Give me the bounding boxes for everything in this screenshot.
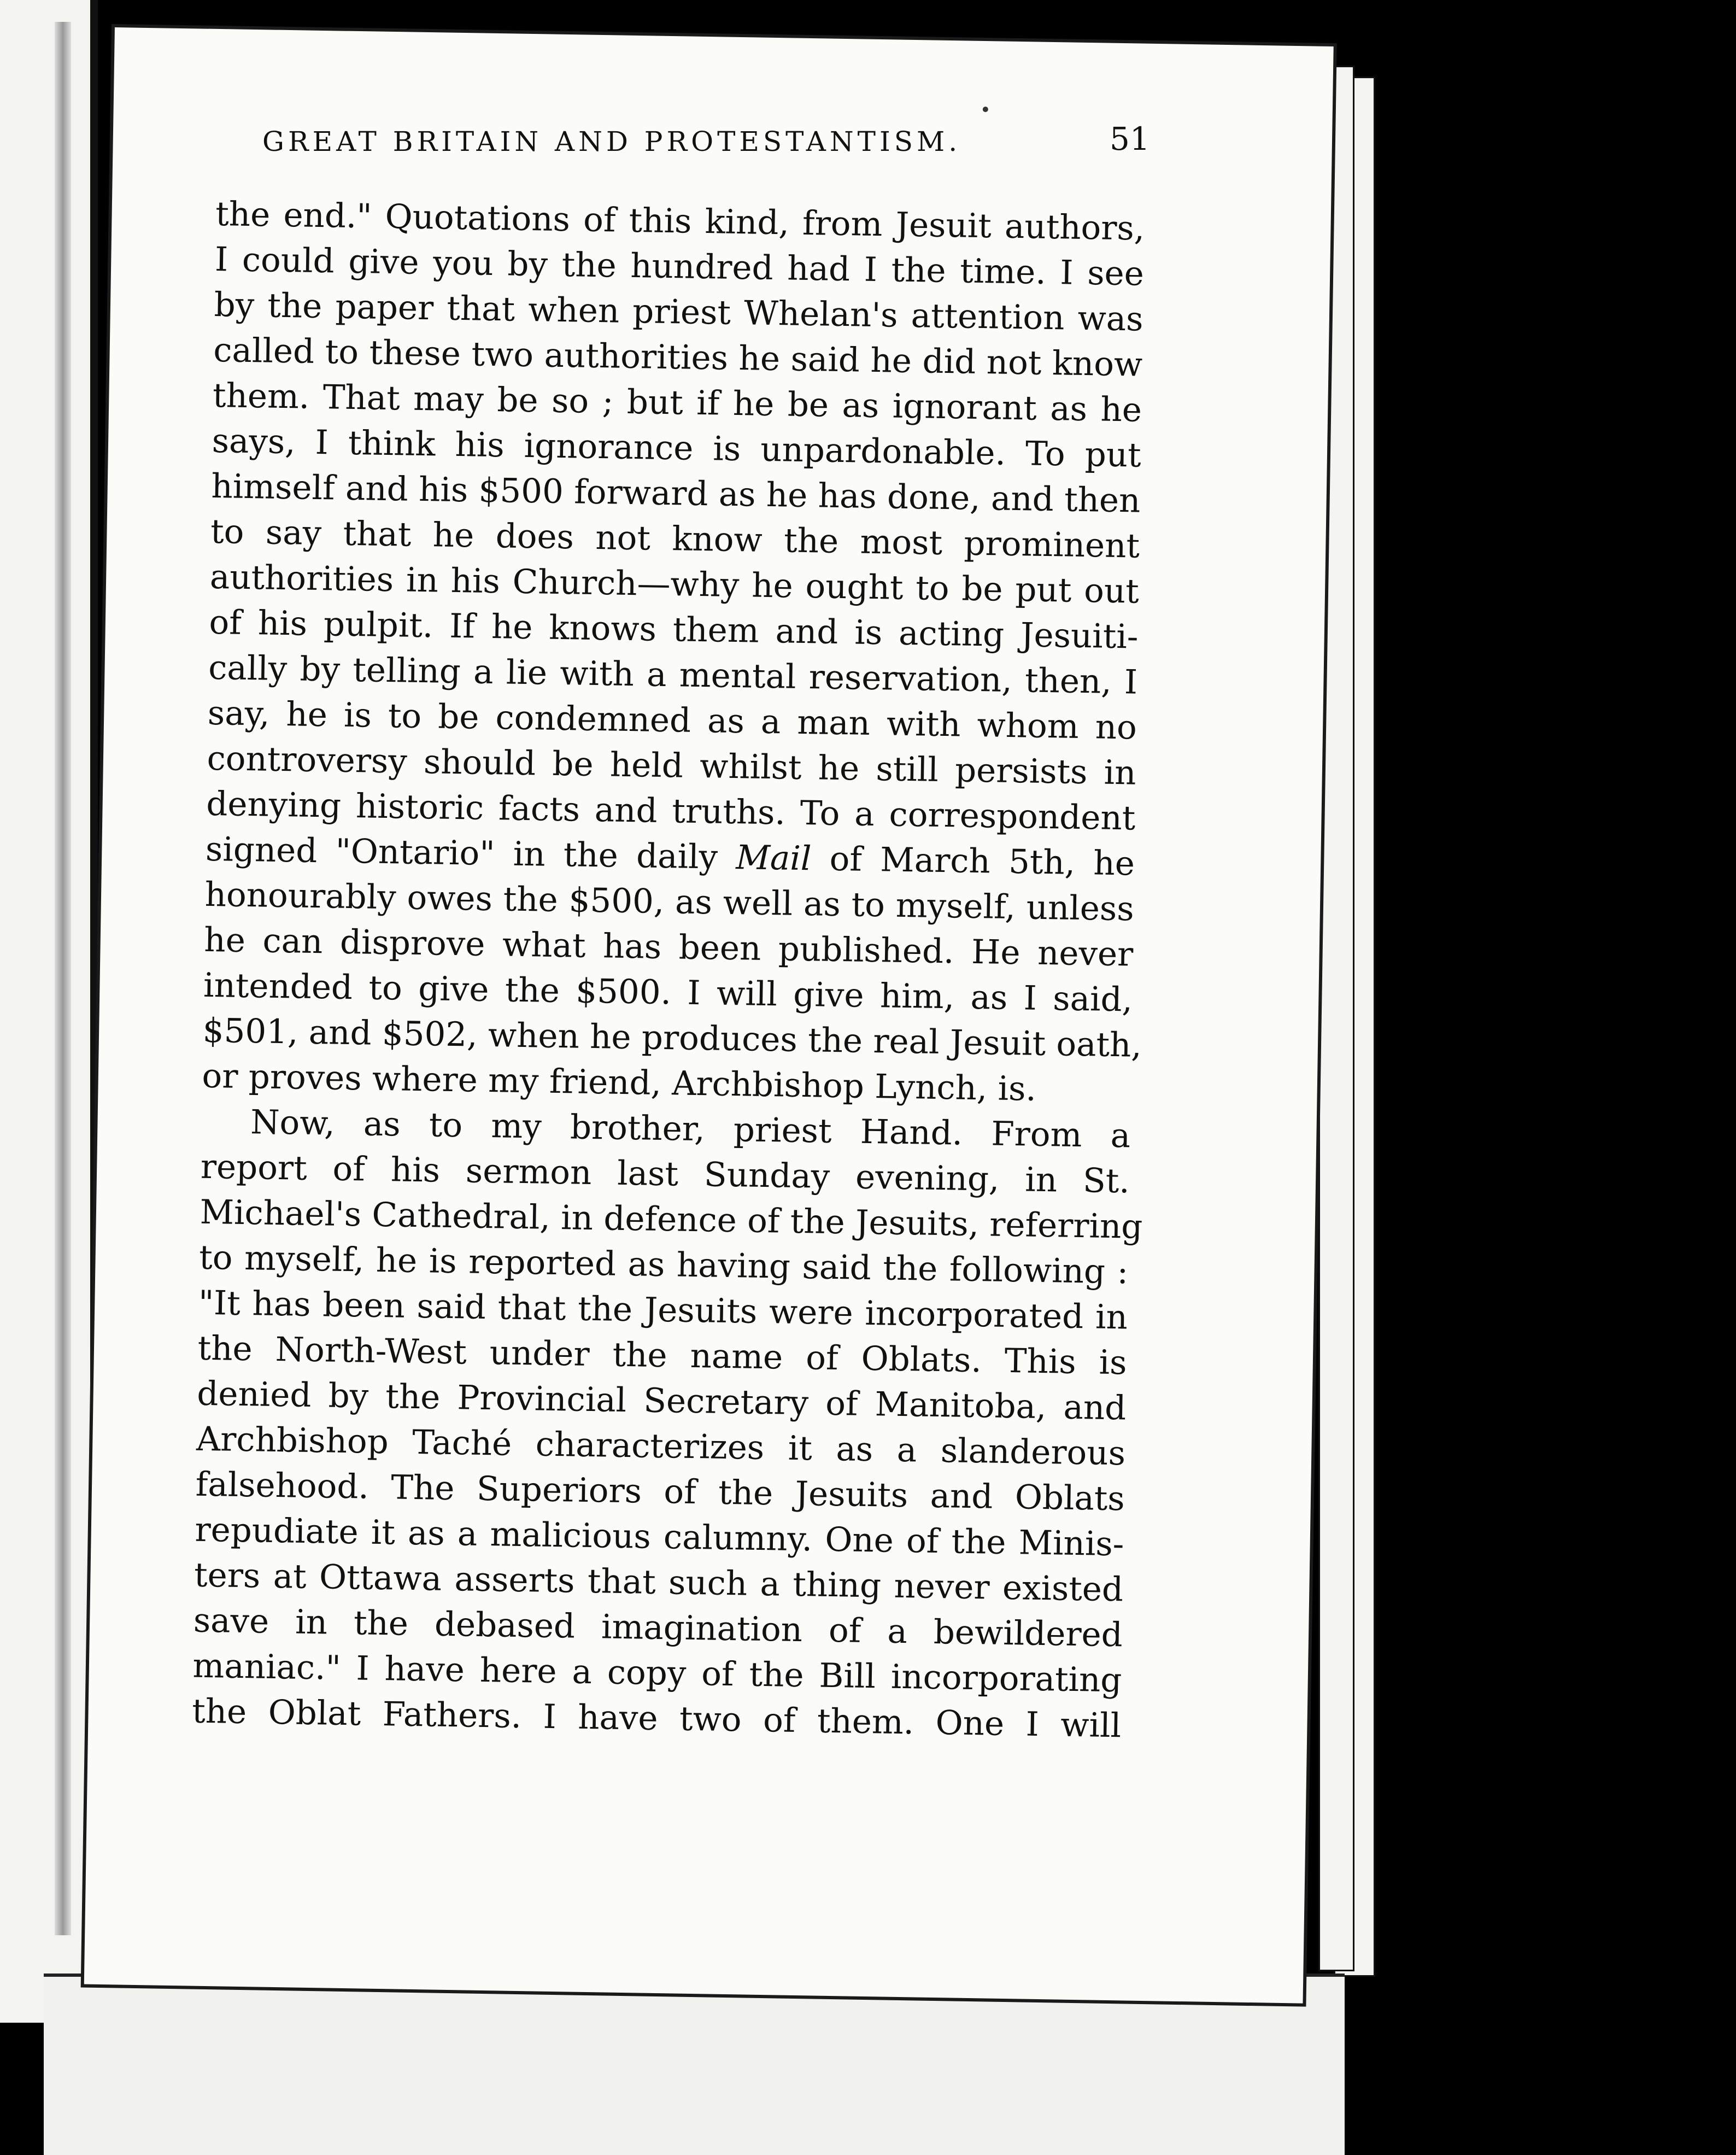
- text-line: them. That may be so ; but if he be as ignorant as he: [212, 376, 1142, 430]
- text-line: the North-West under the name of Oblats. This is: [197, 1328, 1128, 1383]
- text-line: intended to give the $500. I will give him, as I said,: [203, 965, 1133, 1020]
- book-binding: [55, 22, 71, 1935]
- text-line: Michael's Cathedral, in defence of the Jesuits, referring: [200, 1192, 1143, 1246]
- text-line: himself and his $500 forward as he has done, and then: [210, 466, 1141, 520]
- text-line: falsehood. The Superiors of the Jesuits and Oblats: [195, 1465, 1125, 1519]
- page-number: 51: [1110, 120, 1150, 157]
- text-line: the end." Quotations of this kind, from Jesuit authors,: [215, 194, 1145, 248]
- text-line: maniac." I have here a copy of the Bill incorporating: [192, 1646, 1122, 1700]
- text-line: authorities in his Church—why he ought to be put out: [209, 557, 1140, 611]
- text-line: to say that he does not know the most prominent: [210, 512, 1140, 566]
- text-line: he can disprove what has been published. He never: [203, 920, 1134, 974]
- text-line: say, he is to be condemned as a man with whom no: [207, 693, 1137, 747]
- text-line: Archbishop Taché characterizes it as a slanderous: [196, 1419, 1126, 1473]
- text-line: I could give you by the hundred had I the time. I see: [214, 239, 1145, 294]
- text-line: honourably owes the $500, as well as to myself, unless: [204, 875, 1135, 929]
- text-line: "It has been said that the Jesuits were incorporated in: [198, 1283, 1128, 1337]
- text-line: signed "Ontario" in the daily Mail of March 5th, he: [205, 829, 1135, 883]
- newspaper-title: Mail: [735, 838, 812, 879]
- text-line: by the paper that when priest Whelan's attention was: [214, 285, 1144, 339]
- text-line: to myself, he is reported as having said the following :: [198, 1238, 1129, 1292]
- body-text: [192, 191, 1145, 1748]
- previous-page-edge: [0, 0, 98, 2023]
- text-line: repudiate it as a malicious calumny. One of the Minis-: [194, 1510, 1124, 1564]
- text-line: save in the debased imagination of a bewildered: [193, 1601, 1123, 1655]
- text-line: the Oblat Fathers. I have two of them. One I will: [191, 1691, 1122, 1746]
- text-line: report of his sermon last Sunday evening, in St.: [200, 1147, 1130, 1201]
- text-line: cally by telling a lie with a mental reservation, then, I: [208, 648, 1138, 702]
- page-header: [262, 120, 1301, 169]
- ink-spot: [983, 107, 988, 112]
- text-line: controversy should be held whilst he still persists in: [207, 739, 1137, 793]
- text-line: says, I think his ignorance is unpardonable. To put: [212, 421, 1142, 475]
- text-line: denying historic facts and truths. To a correspondent: [206, 784, 1136, 838]
- text-line: $501, and $502, when he produces the real Jesuit oath,: [202, 1011, 1142, 1065]
- text-line: Now, as to my brother, priest Hand. From a: [250, 1103, 1131, 1156]
- text-line: of his pulpit. If he knows them and is acting Jesuiti-: [209, 602, 1139, 657]
- text-line: ters at Ottawa asserts that such a thing never existed: [193, 1555, 1124, 1609]
- text-line: or proves where my friend, Archbishop Lynch, is.: [202, 1056, 1037, 1109]
- text-line: denied by the Provincial Secretary of Manitoba, and: [196, 1374, 1127, 1428]
- running-head: GREAT BRITAIN AND PROTESTANTISM.: [262, 126, 961, 157]
- text-line: called to these two authorities he said he did not know: [213, 330, 1143, 384]
